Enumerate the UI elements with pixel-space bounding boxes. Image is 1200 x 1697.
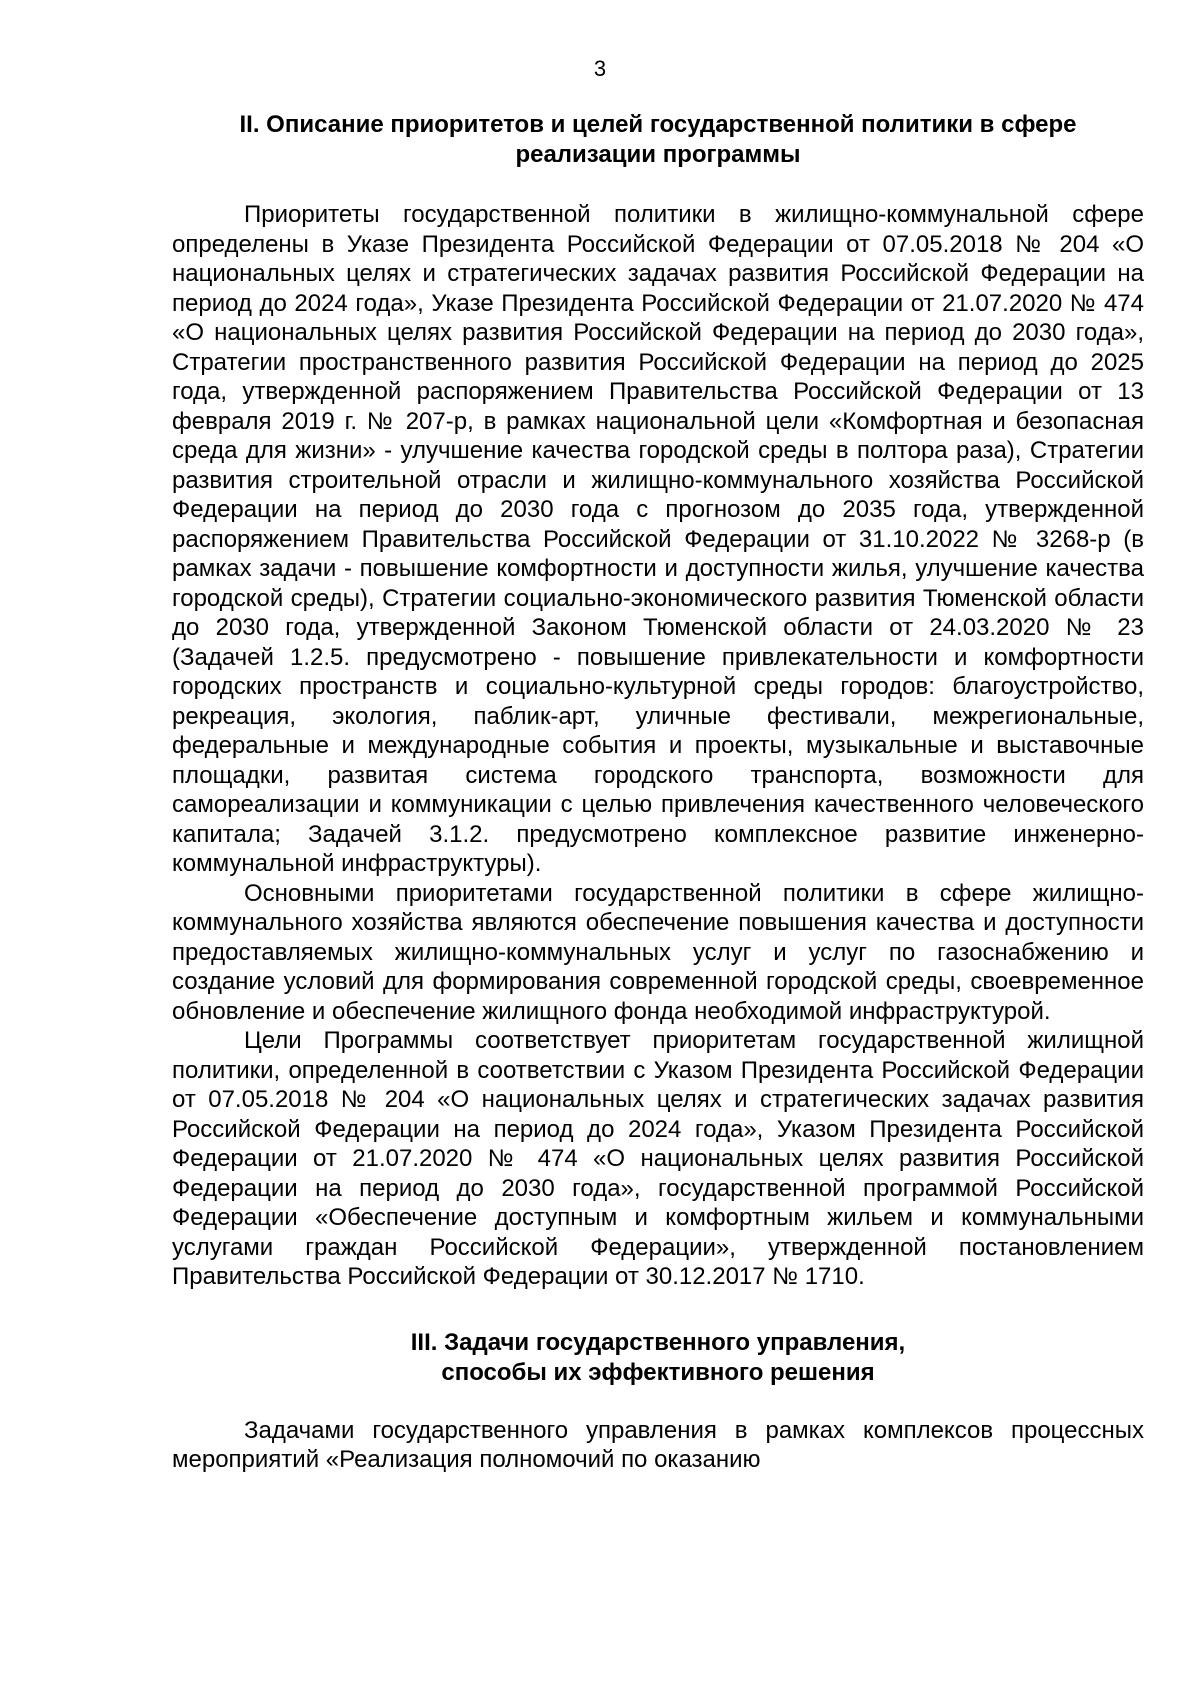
section-3-paragraph-1: Задачами государственного управления в рамках комплексов процессных мероприятий «Реализация полномочий по оказанию <box>172 1416 1144 1473</box>
section-2-paragraph-2: Основными приоритетами государственной политики в сфере жилищно-коммунального хозяйства являются обеспечение повышения качества и доступности предоставляемых жилищно-коммунальных услуг и услуг по газоснабжению и создание условий для формирования современной городской среды, своевременное обновление и обеспечение жилищного фонда необходимой инфраструктурой. <box>172 879 1144 1025</box>
page-number: 3 <box>593 56 607 81</box>
section-2-paragraph-3: Цели Программы соответствует приоритетам государственной жилищной политики, определенной в соответствии с Указом Президента Российской Федерации от 07.05.2018 № 204 «О национальных целях и стратегических задачах развития Российской Федерации на период до 2024 года», Указом Президента Российской Федерации от 21.07.2020 № 474 «О национальных целях развития Российской Федерации на период до 2030 года», государственной программой Российской Федерации «Обеспечение доступным и комфортным жильем и коммунальными услугами граждан Российской Федерации», утвержденной постановлением Правительства Российской Федерации от 30.12.2017 № 1710. <box>172 1027 1144 1290</box>
section-2-heading-line-1: II. Описание приоритетов и целей государственной политики в сфере <box>239 111 1077 138</box>
section-3-heading-line-1: III. Задачи государственного управления, <box>410 1328 906 1356</box>
spacer <box>172 1388 1144 1416</box>
page-content <box>172 110 1144 1475</box>
section-2-heading <box>172 110 1144 170</box>
section-2-paragraph-1: Приоритеты государственной политики в жилищно-коммунальной сфере определены в Указе Президента Российской Федерации от 07.05.2018 № 204 «О национальных целях и стратегических задачах развития Российской Федерации на период до 2024 года», Указе Президента Российской Федерации от 21.07.2020 № 474 «О национальных целях развития Российской Федерации на период до 2030 года», Стратегии пространственного развития Российской Федерации на период до 2025 года, утвержденной распоряжением Правительства Российской Федерации от 13 февраля 2019 г. № 207-р, в рамках национальной цели «Комфортная и безопасная среда для жизни» - улучшение качества городской среды в полтора раза), Стратегии развития строительной отрасли и жилищно-коммунального хозяйства Российской Федерации на период до 2030 года с прогнозом до 2035 года, утвержденной распоряжением Правительства Российской Федерации от 31.10.2022 № 3268-р (в рамках задачи - повышение комфортности и доступности жилья, улучшение качества городской среды), Стратегии социально-экономического развития Тюменской области до 2030 года, утвержденной Законом Тюменской области от 24.03.2020 № 23 (Задачей 1.2.5. предусмотрено - повышение привлекательности и комфортности городских пространств и социально-культурной среды городов: благоустройство, рекреация, экология, паблик-арт, уличные фестивали, межрегиональные, федеральные и международные события и проекты, музыкальные и выставочные площадки, развитая система городского транспорта, возможности для самореализации и коммуникации с целью привлечения качественного человеческого капитала; Задачей 3.1.2. предусмотрено комплексное развитие инженерно-коммунальной инфраструктуры). <box>172 201 1144 877</box>
section-3-heading <box>172 1328 1144 1388</box>
spacer <box>172 170 1144 200</box>
spacer <box>172 1292 1144 1328</box>
section-2-heading-line-2: реализации программы <box>515 141 801 168</box>
section-3-heading-line-2: способы их эффективного решения <box>441 1358 875 1386</box>
